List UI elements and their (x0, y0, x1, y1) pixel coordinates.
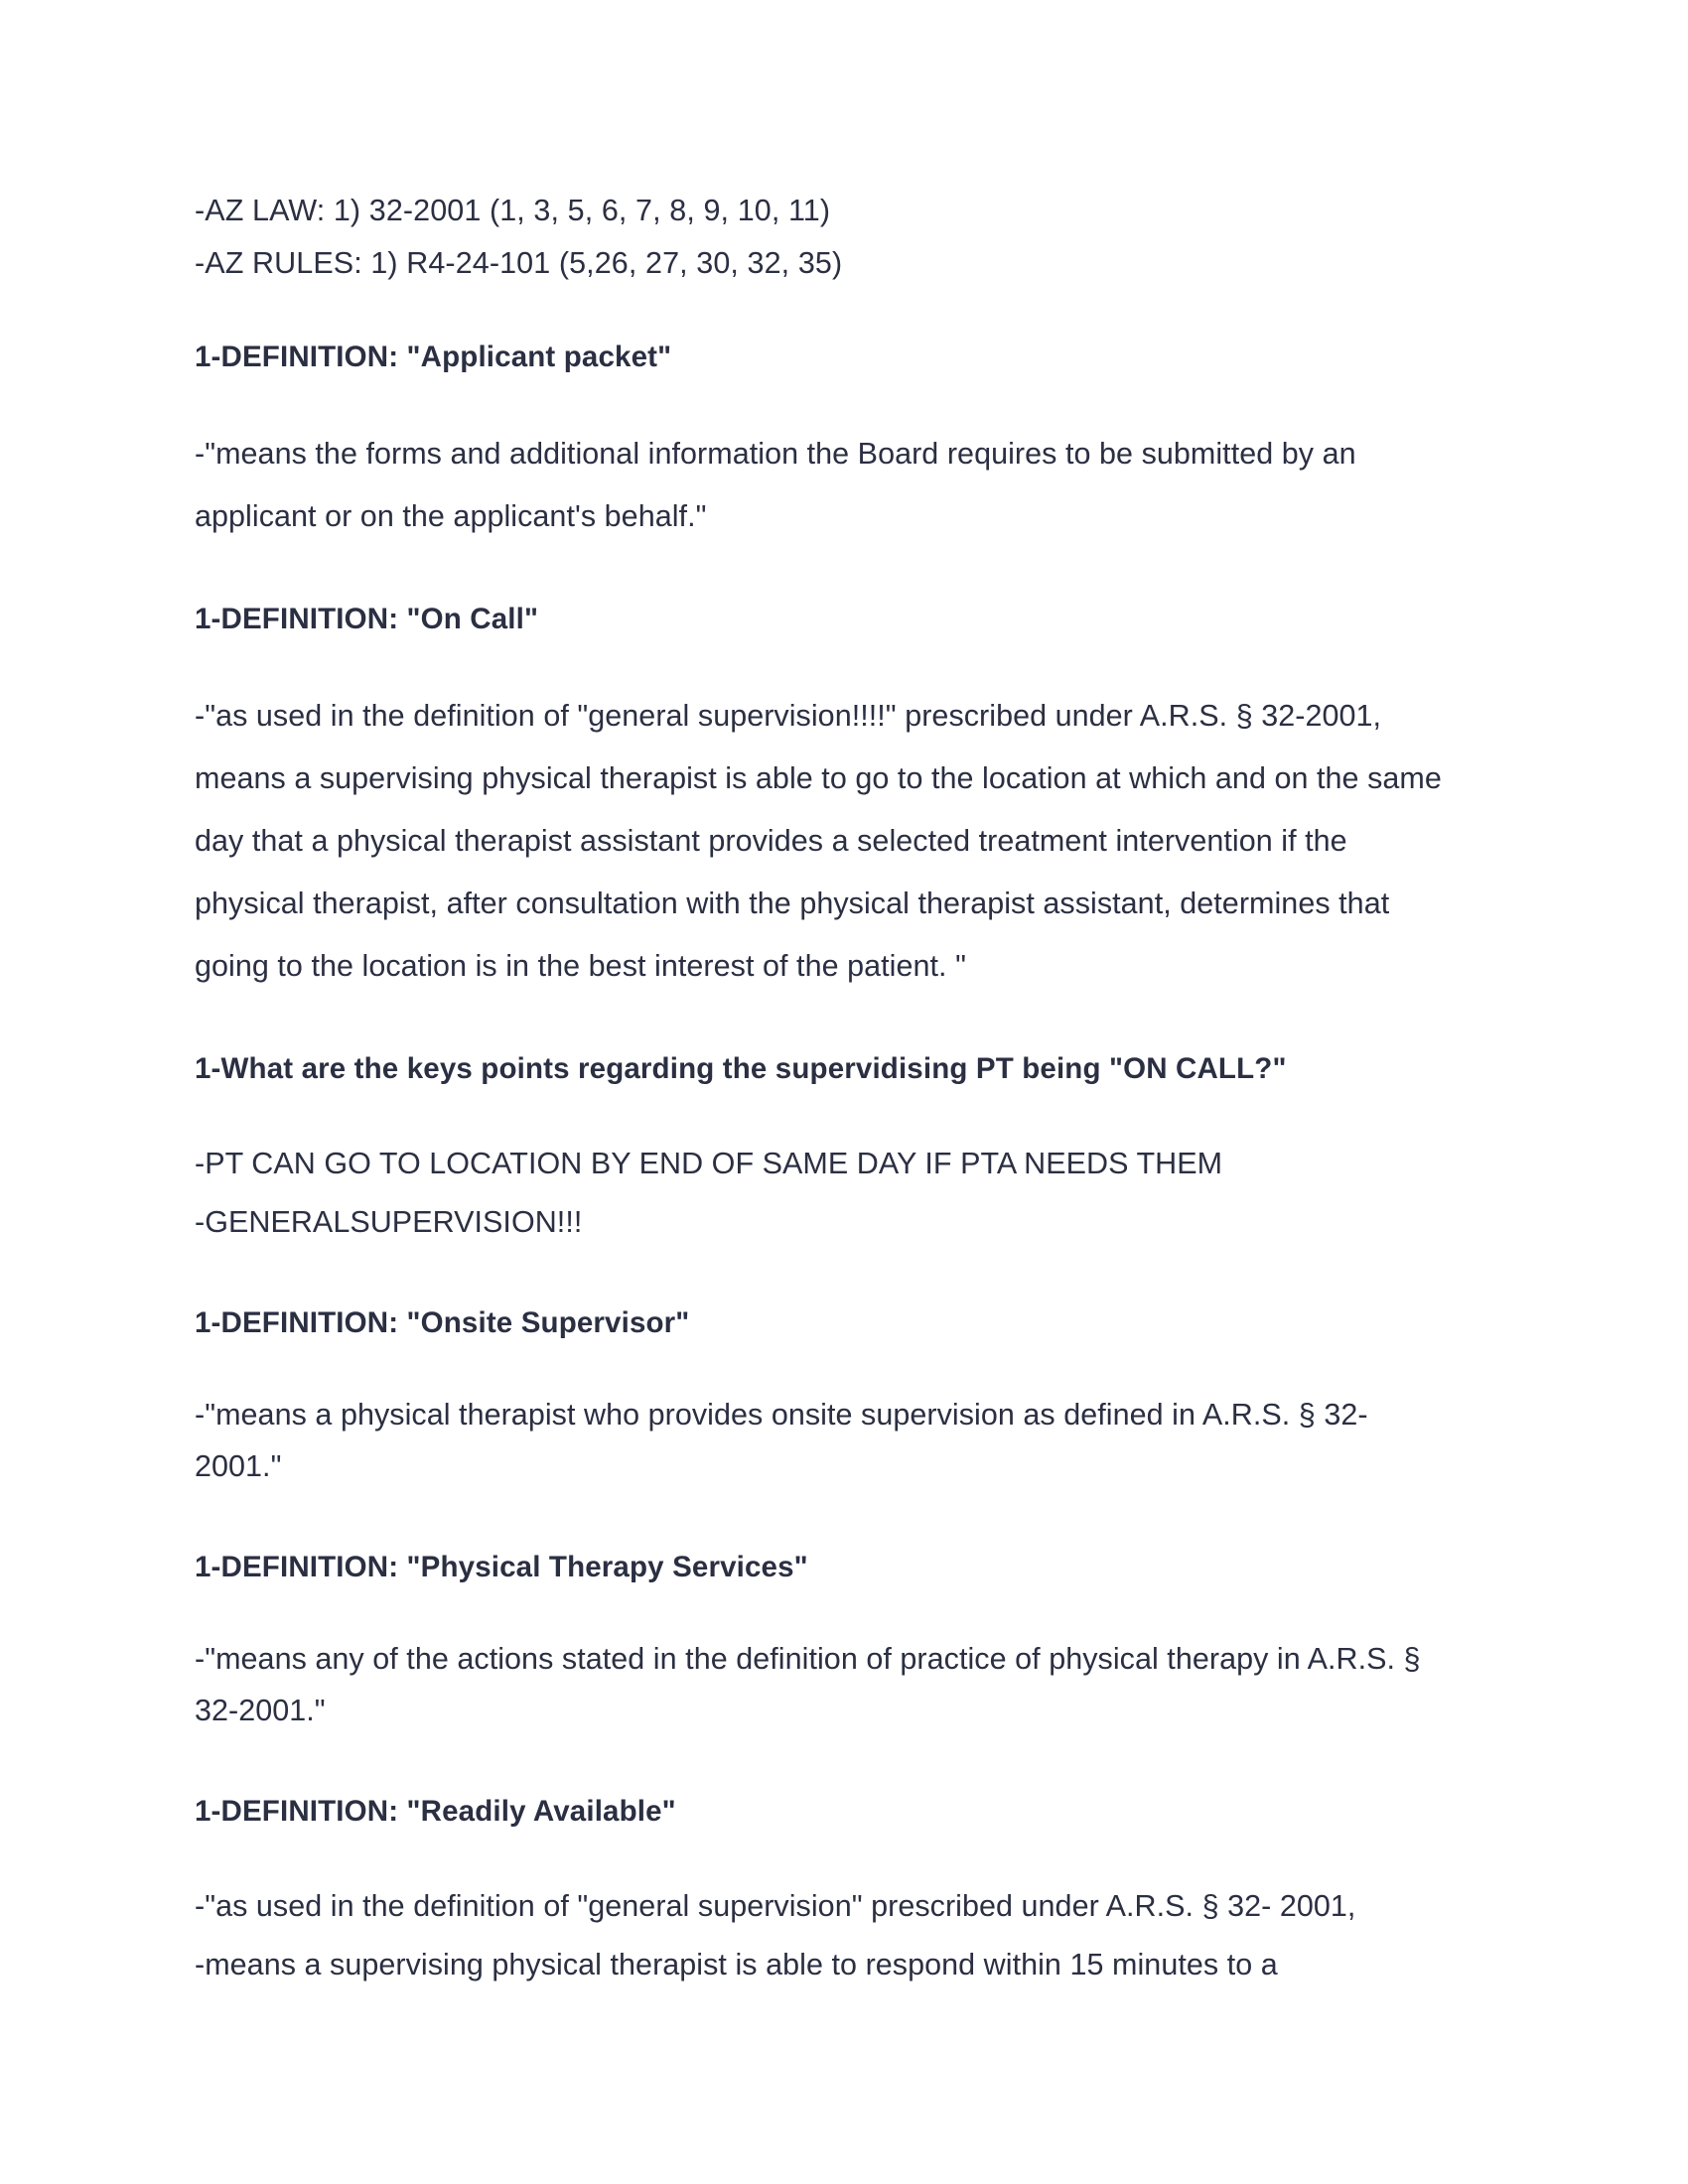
key-point-line-1: -PT CAN GO TO LOCATION BY END OF SAME DAY IF PTA NEEDS THEM (195, 1147, 1223, 1180)
heading-applicant-packet: 1-DEFINITION: "Applicant packet" (195, 341, 672, 373)
readily-available-line-2: -means a supervising physical therapist is able to respond within 15 minutes to a (195, 1948, 1278, 1981)
heading-on-call-key-points: 1-What are the keys points regarding the supervidising PT being "ON CALL?" (195, 1052, 1287, 1085)
key-point-line-2: -GENERALSUPERVISION!!! (195, 1205, 583, 1239)
document-body (195, 185, 1450, 1994)
body-physical-therapy-services: -"means any of the actions stated in the definition of practice of physical therapy in A.R.S. § 32-2001." (195, 1642, 1421, 1727)
body-on-call-key-points (195, 1135, 1450, 1252)
reference-block (195, 185, 1450, 290)
body-onsite-supervisor: -"means a physical therapist who provides onsite supervision as defined in A.R.S. § 32-2001." (195, 1398, 1368, 1483)
heading-physical-therapy-services: 1-DEFINITION: "Physical Therapy Services" (195, 1551, 808, 1583)
az-law-reference: -AZ LAW: 1) 32-2001 (1, 3, 5, 6, 7, 8, 9, 10, 11) (195, 194, 831, 227)
heading-on-call: 1-DEFINITION: "On Call" (195, 603, 539, 635)
heading-readily-available: 1-DEFINITION: "Readily Available" (195, 1795, 676, 1828)
az-rules-reference: -AZ RULES: 1) R4-24-101 (5,26, 27, 30, 32, 35) (195, 246, 843, 280)
body-on-call: -"as used in the definition of "general supervision!!!!" prescribed under A.R.S. § 32-2001, means a supervising physical therapist is able to go to the location at which and on the same day that a physical therapist assistant provides a selected treatment intervention if the physical therapist, after consultation with the physical therapist assistant, determines that going to the location is in the best interest of the patient. " (195, 699, 1442, 983)
body-readily-available (195, 1877, 1450, 1994)
body-applicant-packet: -"means the forms and additional information the Board requires to be submitted by an applicant or on the applicant's behalf." (195, 437, 1356, 533)
readily-available-line-1: -"as used in the definition of "general supervision" prescribed under A.R.S. § 32- 2001, (195, 1889, 1356, 1923)
heading-onsite-supervisor: 1-DEFINITION: "Onsite Supervisor" (195, 1306, 690, 1339)
